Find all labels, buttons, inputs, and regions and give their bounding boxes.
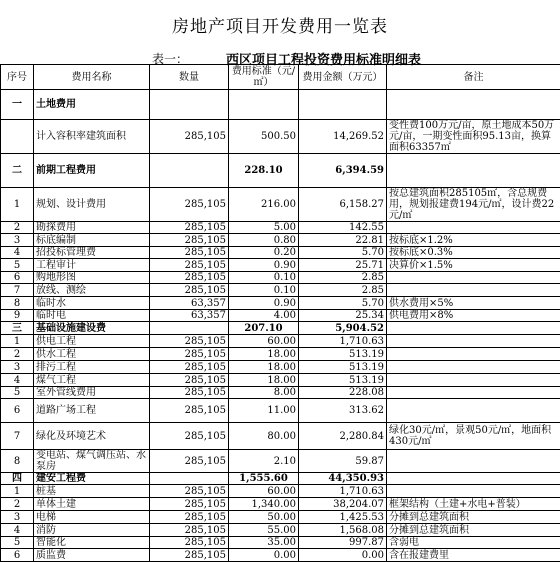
row-number: 3 [1, 234, 34, 247]
table-row [1, 524, 560, 537]
row-name: 基础设施建设费 [34, 322, 150, 335]
row-note: 含在报建费里 [387, 549, 560, 562]
header-cell: 费用标准（元/㎡） [229, 65, 299, 90]
table-label: 表一： [152, 50, 188, 67]
table-row [1, 399, 560, 423]
row-number: 4 [1, 247, 34, 259]
table-row [1, 188, 560, 222]
row-amount: 513.19 [299, 348, 387, 361]
row-number: 6 [1, 272, 34, 284]
row-amount [299, 90, 387, 120]
row-number: 5 [1, 387, 34, 399]
row-quantity: 285,105 [150, 247, 229, 259]
row-name: 桩基 [34, 485, 150, 498]
table-subtitle: 西区项目工程投资费用标准明细表 [226, 49, 421, 68]
row-rate: 1,340.00 [229, 498, 299, 511]
row-rate: 0.80 [229, 234, 299, 247]
row-rate: 11.00 [229, 399, 299, 423]
table-row [1, 284, 560, 297]
row-number: 5 [1, 537, 34, 549]
row-number: 3 [1, 361, 34, 374]
row-quantity: 285,105 [150, 549, 229, 562]
row-amount: 6,158.27 [299, 188, 387, 222]
table-row [1, 511, 560, 524]
section-row [1, 90, 560, 120]
table-row [1, 259, 560, 272]
table-row [1, 361, 560, 374]
row-amount: 1,710.63 [299, 485, 387, 498]
table-row [1, 272, 560, 284]
table-row [1, 485, 560, 498]
row-name: 招投标管理费 [34, 247, 150, 259]
row-name: 质监费 [34, 549, 150, 562]
section-row [1, 322, 560, 335]
row-name: 煤气工程 [34, 374, 150, 387]
row-name: 绿化及环境艺术 [34, 423, 150, 450]
row-quantity: 285,105 [150, 399, 229, 423]
row-rate: 4.00 [229, 310, 299, 322]
row-rate: 228.10 [229, 154, 299, 188]
row-rate: 35.00 [229, 537, 299, 549]
row-number: 2 [1, 348, 34, 361]
row-amount: 1,425.53 [299, 511, 387, 524]
row-note [387, 90, 560, 120]
row-name: 排污工程 [34, 361, 150, 374]
row-rate: 0.20 [229, 247, 299, 259]
row-name: 勘探费用 [34, 222, 150, 234]
row-amount: 2.85 [299, 272, 387, 284]
row-rate: 60.00 [229, 335, 299, 348]
row-amount: 513.19 [299, 361, 387, 374]
row-note: 按标底×1.2% [387, 234, 560, 247]
row-quantity: 285,105 [150, 272, 229, 284]
row-note: 供电费用×8% [387, 310, 560, 322]
table-row [1, 310, 560, 322]
row-note [387, 399, 560, 423]
row-quantity: 285,105 [150, 284, 229, 297]
row-note [387, 272, 560, 284]
row-quantity: 285,105 [150, 423, 229, 450]
page-title: 房地产项目开发费用一览表 [0, 12, 560, 37]
row-rate: 18.00 [229, 348, 299, 361]
row-quantity: 285,105 [150, 387, 229, 399]
row-quantity: 285,105 [150, 361, 229, 374]
row-quantity [150, 154, 229, 188]
table-row [1, 423, 560, 450]
row-quantity: 285,105 [150, 188, 229, 222]
row-note: 按总建筑面积285105㎡，含总规费用，规划报建费194元/㎡，设计费22元/㎡ [387, 188, 560, 222]
row-number: 4 [1, 524, 34, 537]
row-number [1, 120, 34, 154]
table-row [1, 120, 560, 154]
header-cell: 序号 [1, 65, 34, 90]
table-row [1, 247, 560, 259]
row-number: 8 [1, 450, 34, 473]
row-rate: 1,555.60 [229, 473, 299, 485]
table-row [1, 222, 560, 234]
row-amount: 38,204.07 [299, 498, 387, 511]
row-rate: 0.90 [229, 297, 299, 310]
row-quantity: 63,357 [150, 297, 229, 310]
row-name: 供电工程 [34, 335, 150, 348]
row-rate: 8.00 [229, 387, 299, 399]
row-amount: 5,904.52 [299, 322, 387, 335]
row-note [387, 222, 560, 234]
table-row [1, 537, 560, 549]
row-name: 购地形图 [34, 272, 150, 284]
table-body [1, 65, 560, 562]
table-row [1, 335, 560, 348]
row-rate: 0.00 [229, 549, 299, 562]
row-amount: 2.85 [299, 284, 387, 297]
row-note: 变性费100万元/亩，原土地成本50万元/亩，一期变性面积95.13亩，换算面积63357㎡ [387, 120, 560, 154]
row-amount: 0.00 [299, 549, 387, 562]
row-name: 规划、设计费用 [34, 188, 150, 222]
row-amount: 142.55 [299, 222, 387, 234]
row-name: 临时电 [34, 310, 150, 322]
row-note [387, 374, 560, 387]
row-quantity: 285,105 [150, 335, 229, 348]
row-number: 6 [1, 549, 34, 562]
row-note [387, 387, 560, 399]
row-quantity: 285,105 [150, 259, 229, 272]
row-note [387, 450, 560, 473]
row-quantity: 285,105 [150, 524, 229, 537]
row-quantity: 285,105 [150, 485, 229, 498]
row-note [387, 322, 560, 335]
table-row [1, 450, 560, 473]
row-number: 5 [1, 259, 34, 272]
table-row [1, 387, 560, 399]
row-amount: 25.34 [299, 310, 387, 322]
table-row [1, 549, 560, 562]
row-name: 建安工程费 [34, 473, 150, 485]
row-note: 决算价×1.5% [387, 259, 560, 272]
row-amount: 1,710.63 [299, 335, 387, 348]
header-cell: 数量 [150, 65, 229, 90]
row-note [387, 361, 560, 374]
row-rate [229, 90, 299, 120]
row-name: 土地费用 [34, 90, 150, 120]
row-rate: 207.10 [229, 322, 299, 335]
row-rate: 5.00 [229, 222, 299, 234]
row-name: 智能化 [34, 537, 150, 549]
row-quantity: 285,105 [150, 348, 229, 361]
row-note [387, 154, 560, 188]
row-number: 2 [1, 222, 34, 234]
cost-table [0, 64, 560, 562]
row-rate: 60.00 [229, 485, 299, 498]
row-rate: 80.00 [229, 423, 299, 450]
row-amount: 2,280.84 [299, 423, 387, 450]
row-rate: 500.50 [229, 120, 299, 154]
row-note: 按标底×0.3% [387, 247, 560, 259]
row-note [387, 348, 560, 361]
header-cell: 费用金额（万元） [299, 65, 387, 90]
row-quantity [150, 473, 229, 485]
row-quantity: 285,105 [150, 498, 229, 511]
row-rate: 18.00 [229, 361, 299, 374]
row-rate: 55.00 [229, 524, 299, 537]
row-note: 分摊到总建筑面积 [387, 524, 560, 537]
row-amount: 228.08 [299, 387, 387, 399]
row-number: 一 [1, 90, 34, 120]
row-note: 含弱电 [387, 537, 560, 549]
row-quantity: 285,105 [150, 374, 229, 387]
row-name: 道路广场工程 [34, 399, 150, 423]
row-note [387, 485, 560, 498]
row-name: 变电站、煤气调压站、水泵房 [34, 450, 150, 473]
row-number: 4 [1, 374, 34, 387]
table-row [1, 348, 560, 361]
row-number: 9 [1, 310, 34, 322]
row-number: 1 [1, 335, 34, 348]
row-quantity: 285,105 [150, 222, 229, 234]
row-name: 前期工程费用 [34, 154, 150, 188]
row-note [387, 473, 560, 485]
row-number: 二 [1, 154, 34, 188]
row-amount: 59.87 [299, 450, 387, 473]
row-rate: 0.90 [229, 259, 299, 272]
header-cell: 备注 [387, 65, 560, 90]
row-name: 工程审计 [34, 259, 150, 272]
row-number: 3 [1, 511, 34, 524]
row-name: 标底编制 [34, 234, 150, 247]
row-rate: 216.00 [229, 188, 299, 222]
row-amount: 22.81 [299, 234, 387, 247]
row-quantity: 285,105 [150, 450, 229, 473]
row-quantity [150, 322, 229, 335]
row-quantity: 285,105 [150, 537, 229, 549]
row-name: 计入容积率建筑面积 [34, 120, 150, 154]
row-amount: 5.70 [299, 297, 387, 310]
row-quantity [150, 90, 229, 120]
row-quantity: 63,357 [150, 310, 229, 322]
table-row [1, 498, 560, 511]
row-note [387, 284, 560, 297]
row-amount: 14,269.52 [299, 120, 387, 154]
row-amount: 25.71 [299, 259, 387, 272]
table-row [1, 234, 560, 247]
row-rate: 0.10 [229, 284, 299, 297]
row-name: 消防 [34, 524, 150, 537]
row-amount: 6,394.59 [299, 154, 387, 188]
row-quantity: 285,105 [150, 234, 229, 247]
row-amount: 44,350.93 [299, 473, 387, 485]
row-amount: 5.70 [299, 247, 387, 259]
section-row [1, 154, 560, 188]
row-number: 7 [1, 423, 34, 450]
row-number: 1 [1, 188, 34, 222]
row-number: 8 [1, 297, 34, 310]
row-note: 绿化30元/㎡，景观50元/㎡，地面积430元/㎡ [387, 423, 560, 450]
row-name: 室外管线费用 [34, 387, 150, 399]
row-amount: 1,568.08 [299, 524, 387, 537]
row-amount: 997.87 [299, 537, 387, 549]
header-cell: 费用名称 [34, 65, 150, 90]
row-note: 供水费用×5% [387, 297, 560, 310]
row-number: 6 [1, 399, 34, 423]
row-number: 2 [1, 498, 34, 511]
row-number: 四 [1, 473, 34, 485]
row-name: 放线、测绘 [34, 284, 150, 297]
row-note: 分摊到总建筑面积 [387, 511, 560, 524]
table-row [1, 374, 560, 387]
row-name: 单体土建 [34, 498, 150, 511]
row-rate: 50.00 [229, 511, 299, 524]
row-quantity: 285,105 [150, 511, 229, 524]
row-name: 供水工程 [34, 348, 150, 361]
row-rate: 0.10 [229, 272, 299, 284]
row-name: 临时水 [34, 297, 150, 310]
section-row [1, 473, 560, 485]
row-number: 7 [1, 284, 34, 297]
row-number: 三 [1, 322, 34, 335]
row-quantity: 285,105 [150, 120, 229, 154]
row-note [387, 335, 560, 348]
row-rate: 18.00 [229, 374, 299, 387]
row-amount: 313.62 [299, 399, 387, 423]
row-name: 电梯 [34, 511, 150, 524]
row-amount: 513.19 [299, 374, 387, 387]
row-note: 框架结构（土建+水电+普装） [387, 498, 560, 511]
table-row [1, 297, 560, 310]
row-rate: 2.10 [229, 450, 299, 473]
row-number: 1 [1, 485, 34, 498]
header-row [1, 65, 560, 90]
